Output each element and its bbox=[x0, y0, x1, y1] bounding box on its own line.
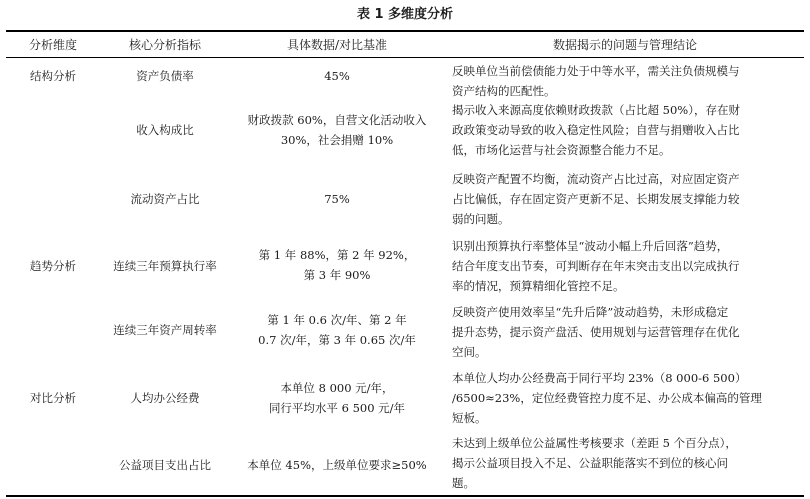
conclusion-line: 识别出预算执行率整体呈“波动小幅上升后回落”趋势， bbox=[452, 239, 729, 253]
conclusion-line: 反映资产配置不均衡，流动资产占比过高，对应固定资产 bbox=[452, 172, 740, 186]
conclusion-line: 资产结构的匹配性。 bbox=[452, 84, 556, 98]
indicator-cell: 人均办公经费 bbox=[130, 391, 200, 405]
conclusion-cell bbox=[452, 169, 798, 229]
dimension-cell: 结构分析 bbox=[30, 69, 76, 83]
data-line: 第 1 年 88%，第 2 年 92%， bbox=[258, 248, 416, 262]
conclusion-line: 本单位人均办公经费高于同行平均 23%（8 000-6 500） bbox=[452, 371, 747, 385]
header-dimension: 分析维度 bbox=[28, 38, 77, 52]
conclusion-line: 政政策变动导致的收入稳定性风险；自营与捐赠收入占比 bbox=[452, 123, 740, 137]
conclusion-line: 低，市场化运营与社会资源整合能力不足。 bbox=[452, 143, 671, 157]
conclusion-cell bbox=[452, 302, 798, 362]
conclusion-line: 占比偏低，存在固定资产更新不足、长期发展支撑能力较 bbox=[452, 192, 740, 206]
data-line: 财政拨款 60%，自营文化活动收入 bbox=[247, 113, 427, 127]
conclusion-line: 揭示收入来源高度依赖财政拨款（占比超 50%），存在财 bbox=[452, 103, 740, 117]
data-line: 同行平均水平 6 500 元/年 bbox=[268, 401, 406, 415]
header-conclusion: 数据揭示的问题与管理结论 bbox=[552, 38, 697, 52]
data-cell bbox=[232, 378, 442, 418]
table-bottom-rule bbox=[6, 495, 804, 497]
conclusion-line: 空间。 bbox=[452, 345, 487, 359]
conclusion-cell bbox=[452, 236, 798, 296]
data-line: 0.7 次/年，第 3 年 0.65 次/年 bbox=[258, 333, 416, 347]
data-line: 第 3 年 90% bbox=[303, 268, 371, 282]
dimension-cell: 对比分析 bbox=[30, 391, 76, 405]
conclusion-line: 结合年度支出节奏，可判断存在年末突击支出以完成执行 bbox=[452, 259, 740, 273]
conclusion-cell bbox=[452, 100, 798, 160]
data-line: 45% bbox=[324, 69, 350, 83]
conclusion-line: 题。 bbox=[452, 476, 475, 490]
data-cell bbox=[232, 110, 442, 150]
data-cell bbox=[232, 310, 442, 350]
indicator-cell: 连续三年预算执行率 bbox=[113, 259, 217, 273]
dimension-cell: 趋势分析 bbox=[30, 259, 76, 273]
conclusion-cell bbox=[452, 61, 798, 101]
indicator-cell: 流动资产占比 bbox=[130, 192, 200, 206]
data-line: 第 1 年 0.6 次/年、第 2 年 bbox=[267, 313, 407, 327]
data-cell bbox=[232, 245, 442, 285]
data-line: 30%，社会捐赠 10% bbox=[280, 133, 394, 147]
data-cell bbox=[232, 455, 442, 475]
conclusion-line: 提升态势，提示资产盘活、使用规划与运营管理存在优化 bbox=[452, 325, 740, 339]
table-top-rule bbox=[6, 30, 804, 32]
header-indicator: 核心分析指标 bbox=[128, 38, 201, 52]
conclusion-cell bbox=[452, 433, 798, 493]
conclusion-line: 反映单位当前偿债能力处于中等水平，需关注负债规模与 bbox=[452, 64, 740, 78]
conclusion-line: 短板。 bbox=[452, 411, 487, 425]
conclusion-line: 弱的问题。 bbox=[452, 212, 510, 226]
data-line: 本单位 45%，上级单位要求≥50% bbox=[247, 458, 427, 472]
conclusion-line: /6500≈23%，定位经费管控力度不足、办公成本偏高的管理 bbox=[452, 391, 762, 405]
conclusion-line: 反映资产使用效率呈“先升后降”波动趋势，未形成稳定 bbox=[452, 305, 729, 319]
data-cell bbox=[232, 189, 442, 209]
indicator-cell: 公益项目支出占比 bbox=[119, 458, 211, 472]
conclusion-line: 未达到上级单位公益属性考核要求（差距 5 个百分点）， bbox=[452, 436, 737, 450]
header-rule bbox=[6, 57, 804, 58]
indicator-cell: 收入构成比 bbox=[136, 123, 194, 137]
conclusion-cell bbox=[452, 368, 798, 428]
table-caption: 表 1 多维度分析 bbox=[356, 7, 454, 22]
indicator-cell: 资产负债率 bbox=[136, 69, 194, 83]
data-line: 75% bbox=[324, 192, 350, 206]
conclusion-line: 揭示公益项目投入不足、公益职能落实不到位的核心问 bbox=[452, 456, 728, 470]
conclusion-line: 率的情况，预算精细化管控不足。 bbox=[452, 279, 625, 293]
data-cell bbox=[232, 66, 442, 86]
data-line: 本单位 8 000 元/年， bbox=[280, 381, 394, 395]
indicator-cell: 连续三年资产周转率 bbox=[113, 323, 217, 337]
header-data: 具体数据/对比基准 bbox=[286, 38, 388, 52]
